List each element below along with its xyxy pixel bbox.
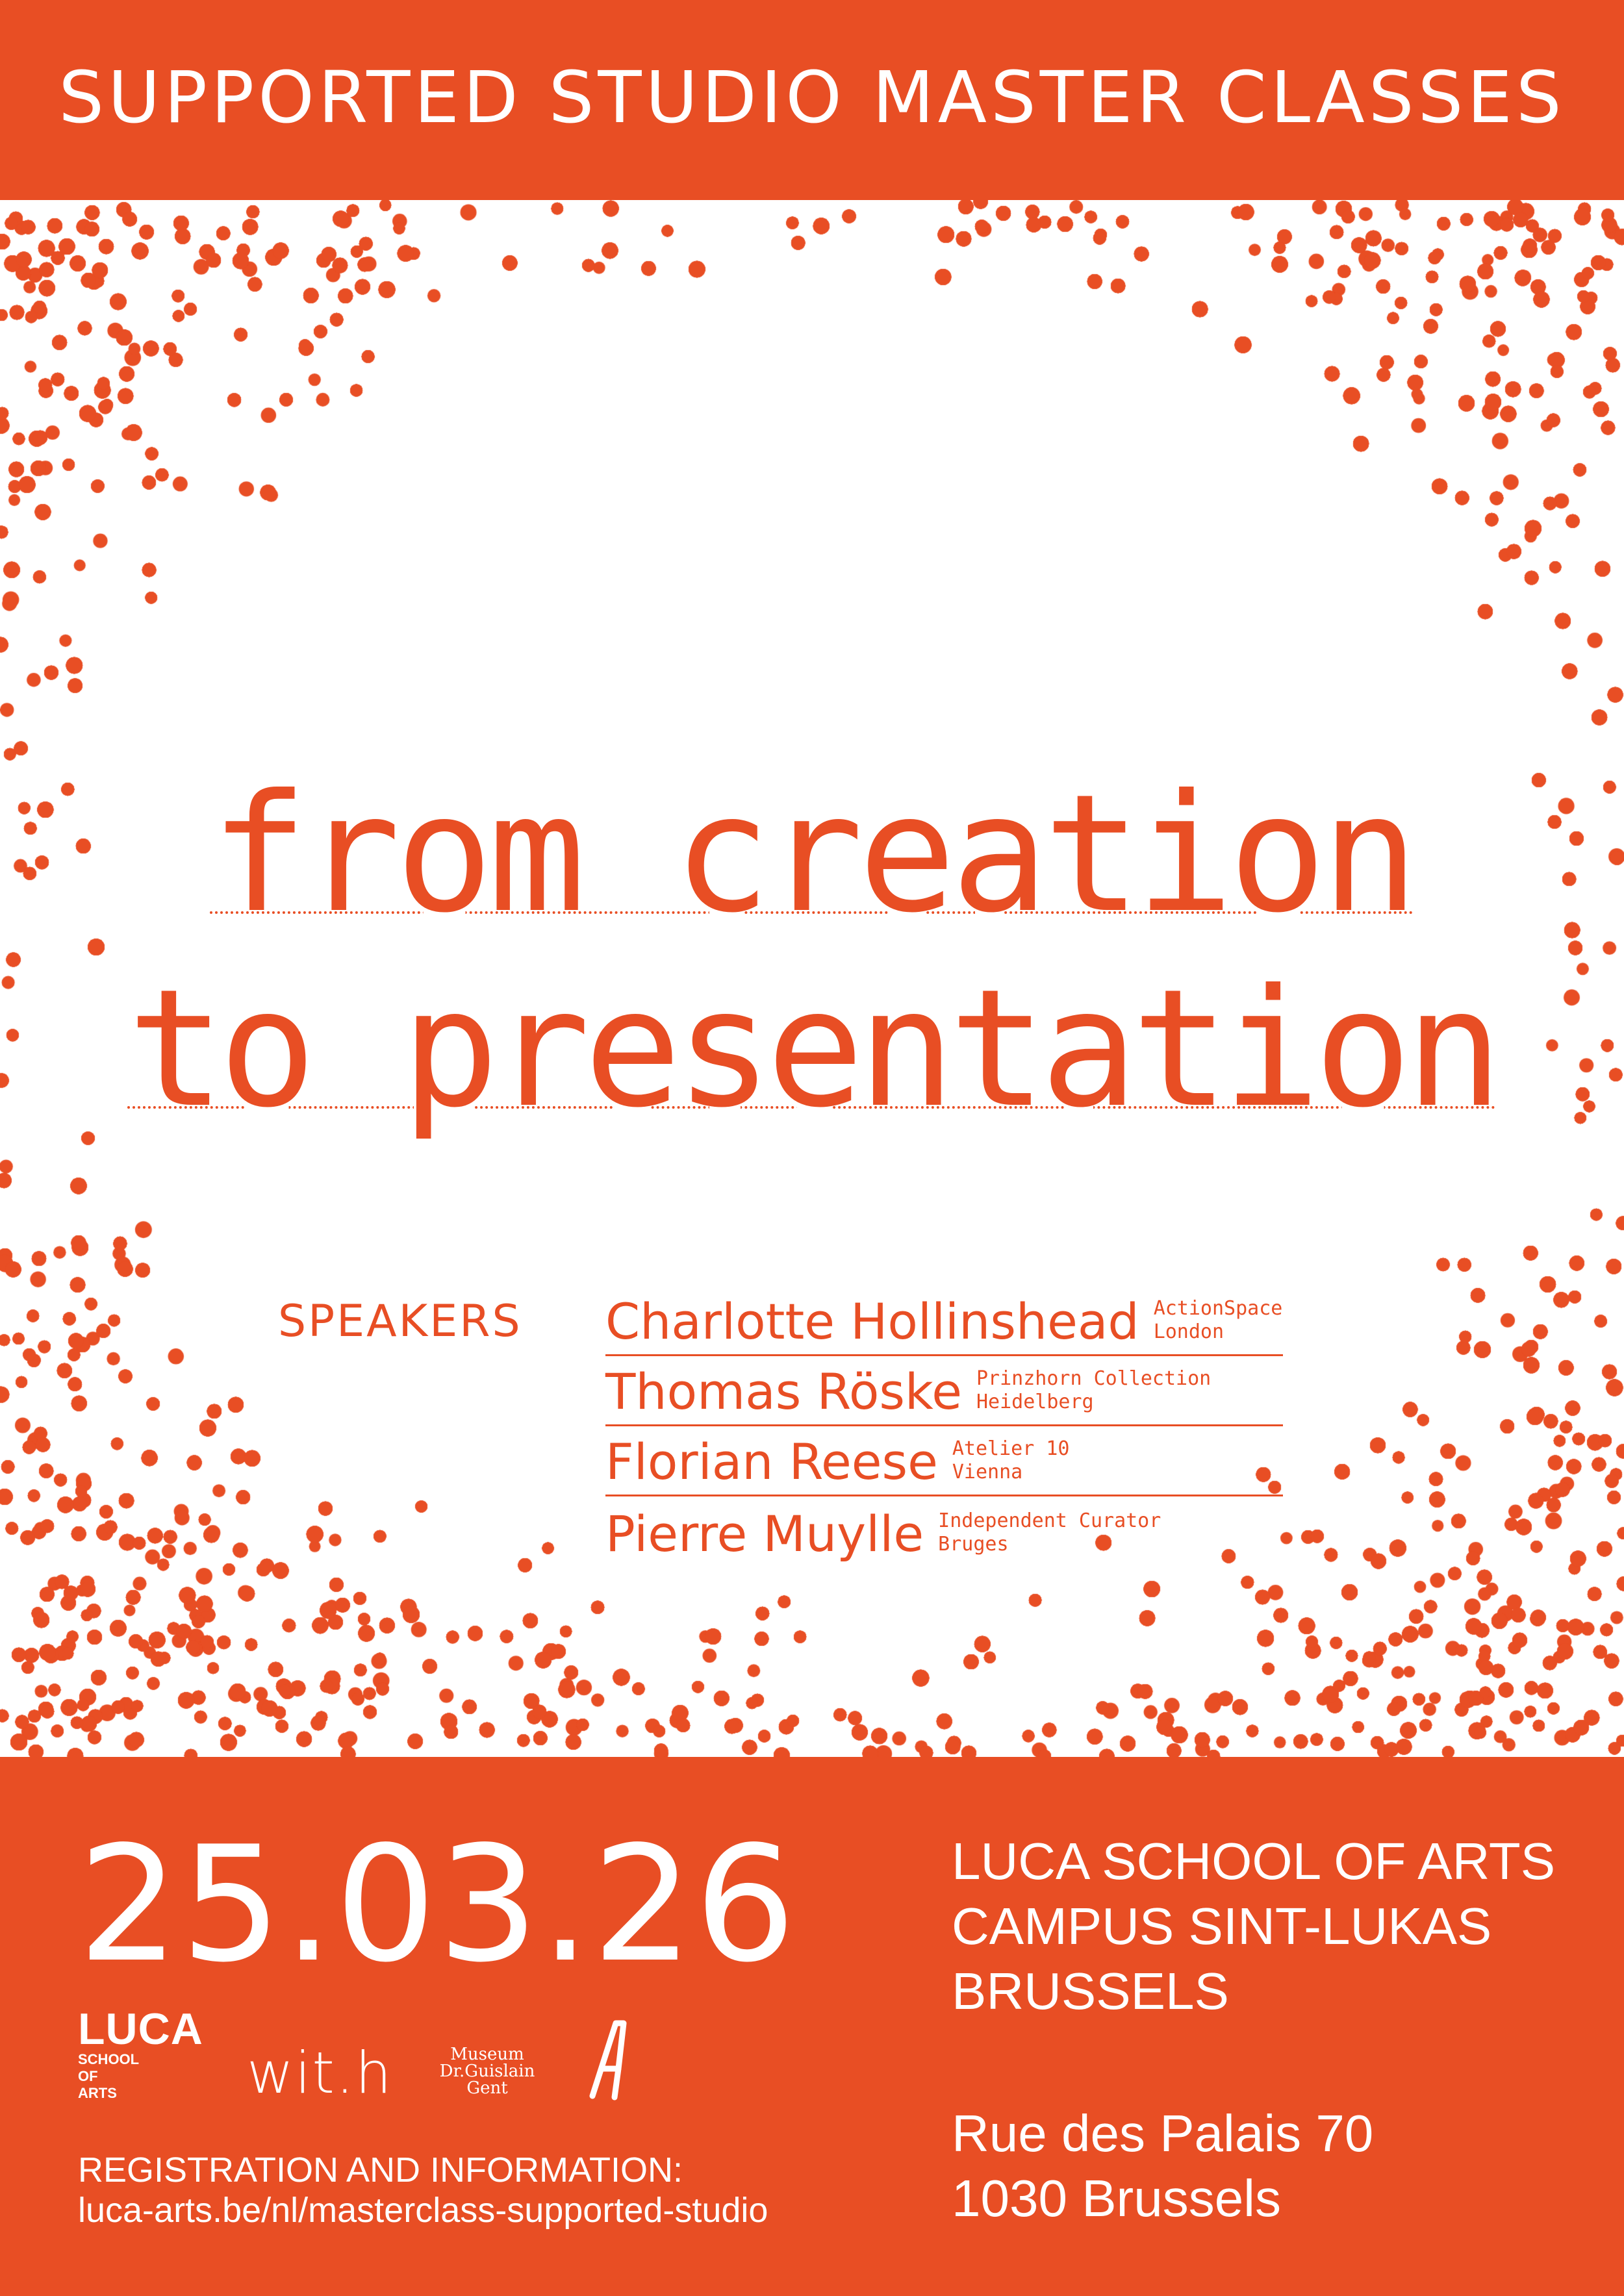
speaker-row [605,1496,1283,1567]
address-city: 1030 Brussels [952,2169,1281,2227]
speaker-name: Thomas Röske [605,1363,962,1420]
registration-link[interactable]: luca-arts.be/nl/masterclass-supported-studio [78,2191,768,2230]
speaker-organization: Atelier 10 [952,1437,1070,1460]
speaker-name: Pierre Muylle [605,1505,924,1563]
luca-logo-line: SCHOOL [78,2051,140,2067]
speaker-city: London [1153,1320,1224,1343]
venue-campus: CAMPUS SINT-LUKAS [952,1897,1492,1955]
speaker-row [605,1356,1283,1426]
speaker-city: Vienna [952,1461,1023,1483]
museum-dr-guislain-logo [435,2046,539,2097]
headline-line-1: from creation [210,759,1414,948]
header-band [0,0,1624,200]
luca-logo-line: OF [78,2068,98,2084]
speaker-list [605,1286,1283,1567]
venue-name: LUCA SCHOOL OF ARTS [952,1832,1556,1890]
speaker-name: Florian Reese [605,1433,938,1491]
registration-label: REGISTRATION AND INFORMATION: [78,2151,683,2189]
museum-logo-line: Dr.Guislain [439,2062,535,2081]
speaker-organization: Independent Curator [938,1509,1161,1532]
stylized-a-logo-icon [585,2017,637,2101]
header-title: SUPPORTED STUDIO MASTER CLASSES [58,56,1566,139]
speaker-city: Heidelberg [976,1391,1094,1413]
event-date: 25.03.26 [78,1812,798,1997]
address-block [952,2101,1373,2231]
luca-logo-name: LUCA [78,2004,203,2054]
headline-line-2: to presentation [127,954,1497,1143]
museum-logo-line: Gent [466,2078,508,2098]
speaker-organization: ActionSpace [1153,1297,1283,1320]
speaker-name: Charlotte Hollinshead [605,1293,1139,1350]
venue-city: BRUSSELS [952,1962,1229,2020]
speaker-affiliation [938,1509,1161,1556]
venue-block [952,1829,1555,2024]
speaker-city: Bruges [938,1533,1009,1556]
museum-logo-line: Museum [450,2045,524,2064]
speaker-affiliation [976,1367,1211,1414]
luca-logo-line: ARTS [78,2085,117,2101]
speaker-affiliation [1154,1297,1283,1344]
speaker-organization: Prinzhorn Collection [976,1367,1212,1390]
with-logo: wit.h [247,2039,393,2106]
registration-block [78,2150,768,2230]
speaker-row [605,1286,1283,1356]
address-street: Rue des Palais 70 [952,2104,1374,2162]
speakers-label: SPEAKERS [278,1296,522,1347]
luca-logo [78,2004,203,2102]
speaker-row [605,1426,1283,1496]
speaker-affiliation [952,1437,1070,1484]
